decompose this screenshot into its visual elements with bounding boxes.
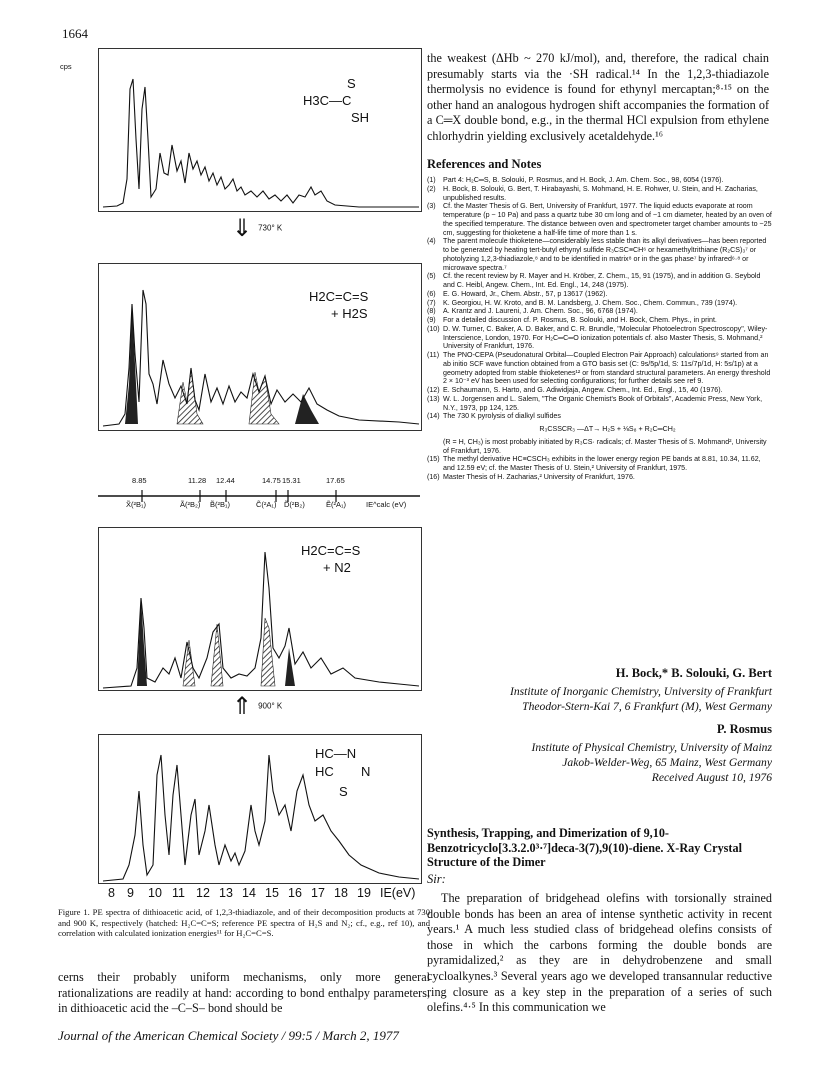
reference-item: (8) A. Krantz and J. Laureni, J. Am. Chem. Soc., 96, 6768 (1974). (427, 307, 638, 316)
salutation: Sir: (427, 872, 446, 886)
affiliation-1: Institute of Inorganic Chemistry, University of Frankfurt Theodor-Stern-Kai 7, 6 Frankfurt (M), West Germany (509, 685, 772, 713)
temperature-arrow-1: ⇓ 730° K (232, 215, 283, 242)
spectrum-1-trace (99, 49, 421, 211)
reference-item: (16) Master Thesis of H. Zacharias,² University of Frankfurt, 1976. (427, 472, 635, 481)
thiadiazole-structure: HC—N HC N S (315, 746, 371, 799)
ie-tick-17-65: 17.65 (326, 476, 345, 485)
x-tick-18: 18 (334, 886, 348, 900)
reference-item: (5) Cf. the recent review by R. Mayer and H. Kröber, Z. Chem., 15, 91 (1975), and in addition G. Seybold and C. Heibl, Angew. Chem., Int. Ed. Engl., 14, 248 (1975). (427, 272, 761, 289)
state-label-b: B̃(²B₁) (210, 500, 231, 509)
reference-item: (2) H. Bock, B. Solouki, G. Bert, T. Hirabayashi, S. Mohmand, H. E. Rohwer, U. Stein, and H. Zacharias, unpublished results. (427, 184, 758, 202)
state-label-d: D̃(²B₂) (284, 500, 305, 509)
x-tick-11: 11 (172, 886, 185, 900)
temperature-arrow-2: ⇑ 900° K (232, 693, 283, 720)
spectrum-panel-2 (98, 263, 422, 431)
affiliation-2: Institute of Physical Chemistry, University of Mainz Jakob-Welder-Weg, 65 Mainz, West Germany Received August 10, 1976 (427, 740, 772, 785)
left-column-paragraph: cerns their probably uniform mechanisms, only more general rationalizations are readily at hand: according to bond enthalpy parameters, in dithioacetic acid the –C–S– bond should be (58, 970, 430, 1016)
ionization-correlation-axis (98, 476, 420, 516)
reference-item: (10) D. W. Turner, C. Baker, A. D. Baker, and C. R. Brundle, "Molecular Photoelectron Spectroscopy", Wiley-Interscience, London, 1970. For H₂C═C═O ionization potentials cf. also Master Thesis, S. Mohmand,² University of Frankfurt, 1976. (427, 324, 768, 351)
ie-tick-14-75: 14.75 (262, 476, 281, 485)
reference-item: (12) E. Schaumann, S. Harto, and G. Adiwidjaja, Angew. Chem., Int. Ed., Engl., 15, 40 (1976). (427, 386, 723, 394)
right-column-paragraph-2: The preparation of bridgehead olefins with torsionally strained double bonds has been an area of intense synthetic activity in recent years.¹ A much less studied class of bridgehead olefins consists of those in which the carbons forming the double bonds are pyramidalized,² as they are in dehydrobenzene and small cycloalkynes.³ Several years ago we developed transannular reductive ring closure as a key step in the preparation of a series of such olefins.⁴·⁵ In this communication we (427, 891, 772, 1015)
reference-item: (15) The methyl derivative HC≡CSCH₃ exhibits in the lower energy region PE bands at 8.81, 10.34, 11.62, and 12.59 eV; cf. the Master Thesis of U. Stein,² University of Frankfurt, 1975. (427, 455, 761, 472)
reference-item: (R = H, CH₃) is most probably initiated by R₃CS· radicals; cf. Master Thesis of S. Mohmand², University of Frankfurt, 1976. (443, 437, 767, 455)
up-arrow-icon: ⇑ (232, 693, 253, 720)
reference-item: (14) The 730 K pyrolysis of dialkyl sulfides (427, 412, 561, 421)
spectrum-panel-1 (98, 48, 422, 212)
references-list (427, 176, 772, 482)
x-tick-13: 13 (219, 886, 233, 900)
journal-footer: Journal of the American Chemical Society / 99:5 / March 2, 1977 (58, 1028, 399, 1043)
author-list-1: H. Bock,* B. Solouki, G. Bert (615, 666, 772, 680)
reference-equation: R₃CSSCR₃ —ΔT→ H₂S + ⅛S₈ + R₂C═CH₂ (539, 425, 676, 433)
reference-item: (3) Cf. the Master Thesis of G. Bert, University of Frankfurt, 1977. The liquid educts evaporate at room temperature (p ~ 10 Pa) and pass a quartz tube 30 cm long and of ~1 cm diameter, heated by an oven of the specified temperature. The distance between oven and spectrometer target chamber amounts to ~25 cm, suggesting for thioketene a half-life time of more than 1 s. (427, 202, 772, 237)
x-tick-9: 9 (127, 886, 134, 900)
reference-item: (7) K. Georgiou, H. W. Kroto, and B. M. Landsberg, J. Chem. Soc., Chem. Commun., 739 (1974). (427, 298, 738, 307)
ie-tick-15-31: 15.31 (282, 476, 301, 485)
reference-item: (4) The parent molecule thioketene—considerably less stable than its alkyl derivatives—has been reported to be generated by heating tert-butyl ethynyl sulfide R₃CSC≡CH⁶ or hexamethyltrithiane (R₂CS)₃⁷ or photolyzing 1,2,3-thiadiazole,⁸ and to be identified in matrix⁸ or in the gas phase⁷ by infrared⁶·⁸ or microwave spectra.⁷ (427, 237, 767, 272)
reference-item: (9) For a detailed discussion cf. P. Rosmus, B. Solouki, and H. Bock, Chem. Phys., in print. (427, 316, 717, 324)
state-label-x: X̃(²B₁) (126, 500, 147, 509)
dithioacetic-acid-structure: S H3C—C SH (303, 76, 370, 125)
ie-tick-8-85: 8.85 (132, 476, 147, 485)
spectrum-panel-3 (98, 527, 422, 691)
down-arrow-icon: ⇓ (232, 215, 253, 242)
state-label-c: C̃(²A₁) (256, 500, 277, 509)
right-column-paragraph-1: the weakest (ΔHb ~ 270 kJ/mol), and, therefore, the radical chain presumably starts via the ·SH radical.¹⁴ In the 1,2,3-thiadiazole thermolysis no evidence is found for ethynyl mercaptan;⁸·¹⁵ on the other hand an analogous hydrogen shift accompanies the formation of a C═X double bond, e.g., in the thermal HCl expulsion from ethylene chlorhydrin yielding exclusively acetaldehyde.¹⁶ (427, 51, 769, 143)
x-axis-unit-label: IE(eV) (380, 886, 416, 900)
reference-item: (13) W. L. Jorgensen and L. Salem, "The Organic Chemist's Book of Orbitals", Academic Press, New York, N.Y., 1973, pp 124, 125. (427, 394, 763, 412)
ie-tick-11-28: 11.28 (188, 476, 207, 485)
ie-calc-unit-label: IE^calc (eV) (366, 500, 407, 509)
reference-item: (1) Part 4: H₂C═S, B. Solouki, P. Rosmus, and H. Bock, J. Am. Chem. Soc., 98, 6054 (1976). (427, 176, 724, 184)
page-number: 1664 (62, 26, 88, 41)
x-tick-12: 12 (196, 886, 210, 900)
y-unit-label: cps (60, 62, 72, 71)
spectrum-panel-4 (98, 734, 422, 884)
x-tick-8: 8 (108, 886, 115, 900)
x-tick-19: 19 (357, 886, 371, 900)
author-list-2: P. Rosmus (716, 722, 772, 736)
x-tick-16: 16 (288, 886, 302, 900)
x-tick-17: 17 (311, 886, 325, 900)
reference-item: (6) E. G. Howard, Jr., Chem. Abstr., 57, p 13617 (1962). (427, 289, 608, 298)
thioketene-h2s-label: H2C=C=S + H2S (309, 289, 369, 321)
next-article-title: Synthesis, Trapping, and Dimerization of 9,10-Benzotricyclo[3.3.2.0³·⁷]deca-3(7),9(10)-diene. X-Ray Crystal Structure of the Dimer (427, 826, 742, 870)
x-tick-10: 10 (148, 886, 162, 900)
ie-tick-12-44: 12.44 (216, 476, 235, 485)
figure-caption: Figure 1. PE spectra of dithioacetic acid, of 1,2,3-thiadiazole, and of their decomposition products at 730 and 900 K, respectively (hatched: H₂C=C=S; reference PE spectra of H₂S and N₂; cf., e.g., ref 10), and correlation with calculated ionization energies¹¹ for H₂C=C=S. (58, 907, 430, 939)
state-label-e: Ẽ(²A₁) (326, 500, 347, 509)
state-label-a: Ã(²B₂) (180, 500, 201, 509)
received-date: Received August 10, 1976 (651, 771, 772, 784)
reference-item: (11) The PNO-CEPA (Pseudonatural Orbital—Coupled Electron Pair Approach) calculations⁹ started from an ab initio SCF wave function obtained from a GTO basis set (C: 9s/5p/1d, S: 11s/7p/1d, H: 5s/1p) at a geometry adopted from stable thioketenes¹² or from standard structural parameters. An energy threshold 2 × 10⁻³ eV has been used for selecting configurations; for further details see ref 9. (427, 351, 771, 386)
x-tick-15: 15 (265, 886, 279, 900)
x-tick-14: 14 (242, 886, 256, 900)
references-heading: References and Notes (427, 157, 542, 171)
thioketene-n2-label: H2C=C=S + N2 (301, 543, 361, 575)
